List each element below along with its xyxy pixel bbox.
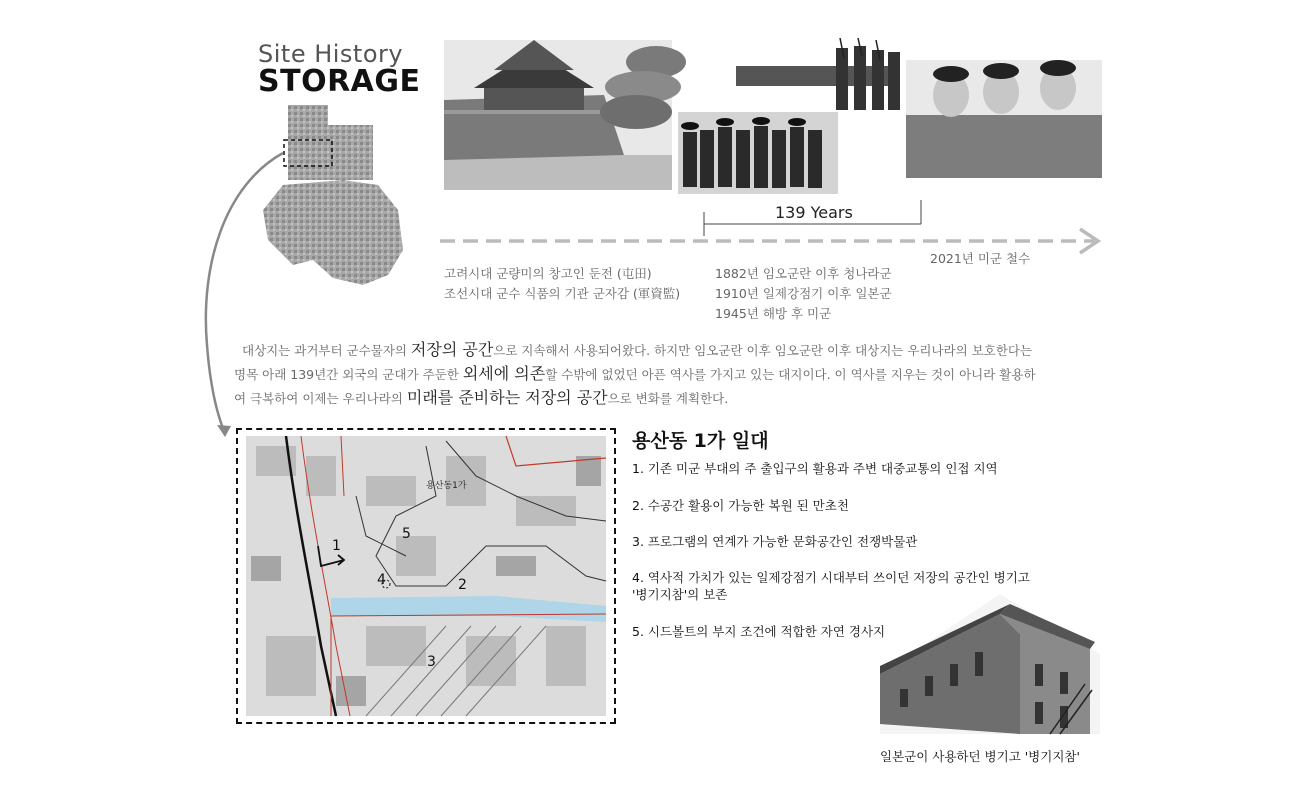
timeline-entry: 고려시대 군량미의 창고인 둔전 (屯田) [444, 266, 652, 281]
map-label-3: 3 [427, 654, 436, 670]
armory-caption: 일본군이 사용하던 병기고 '병기지참' [880, 749, 1080, 764]
site-item: 5. 시드볼트의 부지 조건에 적합한 자연 경사지 [632, 624, 886, 639]
armory-building-photo [880, 594, 1100, 742]
us-soldiers-photo [906, 60, 1102, 178]
desc-text: 명목 아래 139년간 외국의 군대가 주둔한 [234, 367, 463, 382]
title-storage: STORAGE [258, 64, 421, 99]
desc-text: 으로 지속해서 사용되어왔다. 하지만 임오군란 이후 임오군란 이후 대상지는 우리나라의 보호한다는 [493, 343, 1033, 358]
years-span-label: 139 Years [775, 203, 853, 222]
timeline-entry: 조선시대 군수 식품의 기관 군자감 (軍資監) [444, 286, 681, 301]
timeline-entry: 1945년 해방 후 미군 [715, 306, 832, 321]
description-paragraph [234, 338, 1102, 410]
site-map [236, 428, 616, 724]
timeline-entry: 1882년 임오군란 이후 청나라군 [715, 266, 892, 281]
map-label-4: 4 [377, 572, 386, 588]
title-site-history: Site History [258, 40, 404, 68]
japanese-soldiers-photo [736, 38, 904, 118]
site-item: 4. 역사적 가치가 있는 일제강점기 시대부터 쓰이던 저장의 공간인 병기고 [632, 570, 1030, 585]
desc-emphasis: 저장의 공간 [410, 340, 494, 359]
site-item: 2. 수공간 활용이 가능한 복원 된 만초천 [632, 498, 849, 513]
map-label-5: 5 [402, 526, 411, 542]
site-title: 용산동 1가 일대 [632, 430, 769, 452]
timeline-withdrawal: 2021년 미군 철수 [930, 251, 1031, 266]
desc-text: 할 수밖에 없었던 아픈 역사를 가지고 있는 대지이다. 이 역사를 지우는 것이 아니라 활용하 [545, 367, 1036, 382]
site-item: 1. 기존 미군 부대의 주 출입구의 활용과 주변 대중교통의 인접 지역 [632, 461, 998, 476]
desc-emphasis: 미래를 준비하는 저장의 공간 [406, 388, 608, 407]
map-label-2: 2 [458, 577, 467, 593]
timeline-entry: 1910년 일제강점기 이후 일본군 [715, 286, 892, 301]
timeline-occupation [715, 264, 892, 324]
desc-text: 대상지는 과거부터 군수물자의 [242, 343, 411, 358]
site-item: 3. 프로그램의 연계가 가능한 문화공간인 전쟁박물관 [632, 534, 918, 549]
desc-emphasis: 외세에 의존 [462, 364, 546, 383]
grain-sacks-photo [598, 42, 690, 134]
joseon-soldiers-photo [678, 112, 838, 194]
desc-text: 여 극복하여 이제는 우리나라의 [234, 391, 407, 406]
map-label-district: 용산동1가 [426, 481, 467, 491]
site-item: '병기지참'의 보존 [632, 587, 728, 602]
timeline-early [444, 264, 680, 304]
map-label-1: 1 [332, 538, 341, 554]
desc-text: 으로 변화를 계획한다. [607, 391, 729, 406]
